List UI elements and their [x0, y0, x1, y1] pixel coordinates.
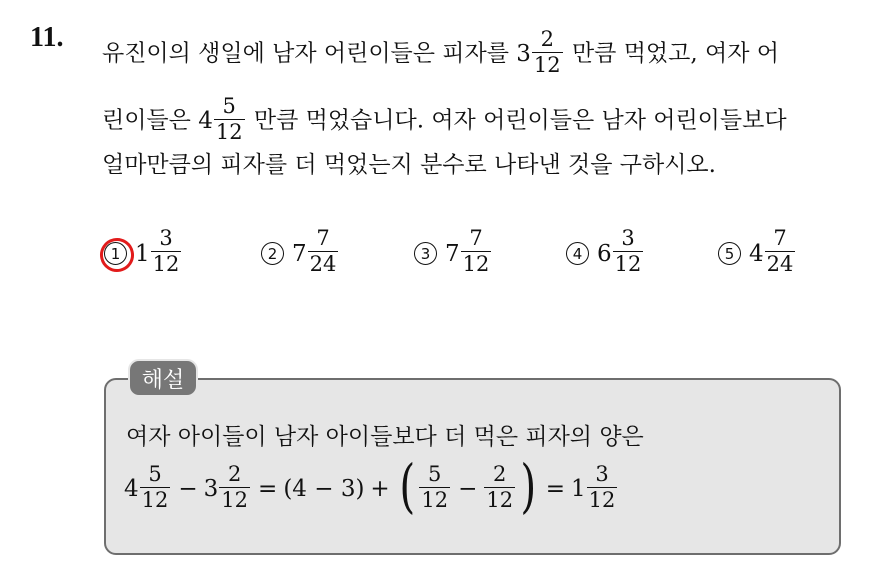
fraction [151, 228, 182, 275]
choice-marker-3 [414, 242, 437, 265]
marker-digit: 5 [724, 244, 735, 263]
question-text: 만큼 먹었고, 여자 어 [564, 40, 779, 67]
choice-2[interactable] [261, 226, 340, 277]
denominator: 12 [421, 487, 449, 512]
fraction [308, 228, 339, 275]
marker-digit: 3 [420, 244, 431, 263]
fraction [484, 461, 515, 512]
explanation-sentence: 여자 아이들이 남자 아이들보다 더 먹은 피자의 양은 [126, 424, 644, 450]
numerator: 5 [222, 94, 236, 118]
marker-digit: 1 [110, 244, 121, 263]
choice-1[interactable] [104, 226, 183, 277]
operator: + [370, 476, 390, 502]
mixed-whole: 1 [135, 240, 150, 267]
left-paren: ( [399, 452, 415, 520]
mixed-whole: 6 [597, 240, 612, 267]
operator: = [545, 476, 566, 502]
question-line-1 [102, 27, 779, 78]
question-text: 린이들은 [102, 107, 199, 134]
marker-digit: 2 [267, 244, 278, 263]
numerator: 3 [621, 226, 635, 250]
numerator: 2 [493, 461, 507, 486]
question-text: 만큼 먹었습니다. 여자 어린이들은 남자 어린이들보다 [246, 107, 787, 134]
explanation-tag: 해설 [128, 359, 198, 397]
selected-mark-icon [97, 235, 137, 275]
grouped-subtraction: (4 − 3) [283, 476, 365, 502]
denominator: 12 [152, 252, 180, 276]
fraction [419, 461, 450, 512]
denominator: 12 [215, 120, 243, 144]
question-text: 유진이의 생일에 남자 어린이들은 피자를 [102, 40, 517, 67]
denominator: 12 [141, 487, 169, 512]
choice-marker-5 [718, 242, 741, 265]
mixed-whole: 3 [203, 476, 219, 502]
question-line-3: 얼마만큼의 피자를 더 먹었는지 분수로 나타낸 것을 구하시오. [102, 152, 716, 178]
denominator: 12 [221, 487, 249, 512]
operator: = [258, 476, 278, 502]
fraction [613, 228, 644, 275]
numerator: 5 [148, 461, 162, 486]
denominator: 12 [588, 487, 616, 512]
operator: − [178, 476, 198, 502]
choice-marker-1 [104, 242, 127, 265]
numerator: 5 [428, 461, 442, 486]
numerator: 7 [316, 226, 330, 250]
choice-5[interactable] [718, 226, 797, 277]
denominator: 12 [462, 252, 490, 276]
mixed-whole: 1 [571, 476, 586, 502]
numerator: 3 [595, 461, 609, 486]
choice-marker-4 [566, 242, 589, 265]
fraction [214, 96, 245, 143]
fraction [140, 461, 171, 512]
denominator: 12 [614, 252, 642, 276]
denominator: 12 [486, 487, 514, 512]
numerator: 2 [227, 461, 242, 486]
numerator: 7 [469, 226, 483, 250]
mixed-whole: 7 [292, 240, 307, 267]
mixed-whole: 3 [516, 41, 531, 67]
mixed-whole: 7 [445, 240, 460, 267]
explanation-equation [124, 452, 619, 520]
question-number: 11. [30, 22, 64, 53]
mixed-whole: 4 [749, 240, 764, 267]
right-paren: ) [520, 452, 537, 520]
choice-3[interactable] [414, 226, 493, 277]
mixed-whole: 4 [124, 476, 139, 502]
question-line-2 [102, 94, 787, 145]
fraction [461, 228, 492, 275]
denominator: 24 [309, 252, 337, 276]
fraction [532, 29, 563, 76]
numerator: 3 [159, 226, 173, 250]
operator: − [458, 476, 478, 502]
numerator: 2 [540, 27, 554, 51]
fraction [587, 461, 618, 512]
fraction [765, 228, 796, 275]
denominator: 24 [766, 252, 794, 276]
fraction [219, 461, 250, 512]
mixed-whole: 4 [198, 108, 213, 134]
choice-marker-2 [261, 242, 284, 265]
choice-4[interactable] [566, 226, 645, 277]
numerator: 7 [773, 226, 787, 250]
denominator: 12 [533, 53, 561, 77]
marker-digit: 4 [572, 244, 583, 263]
